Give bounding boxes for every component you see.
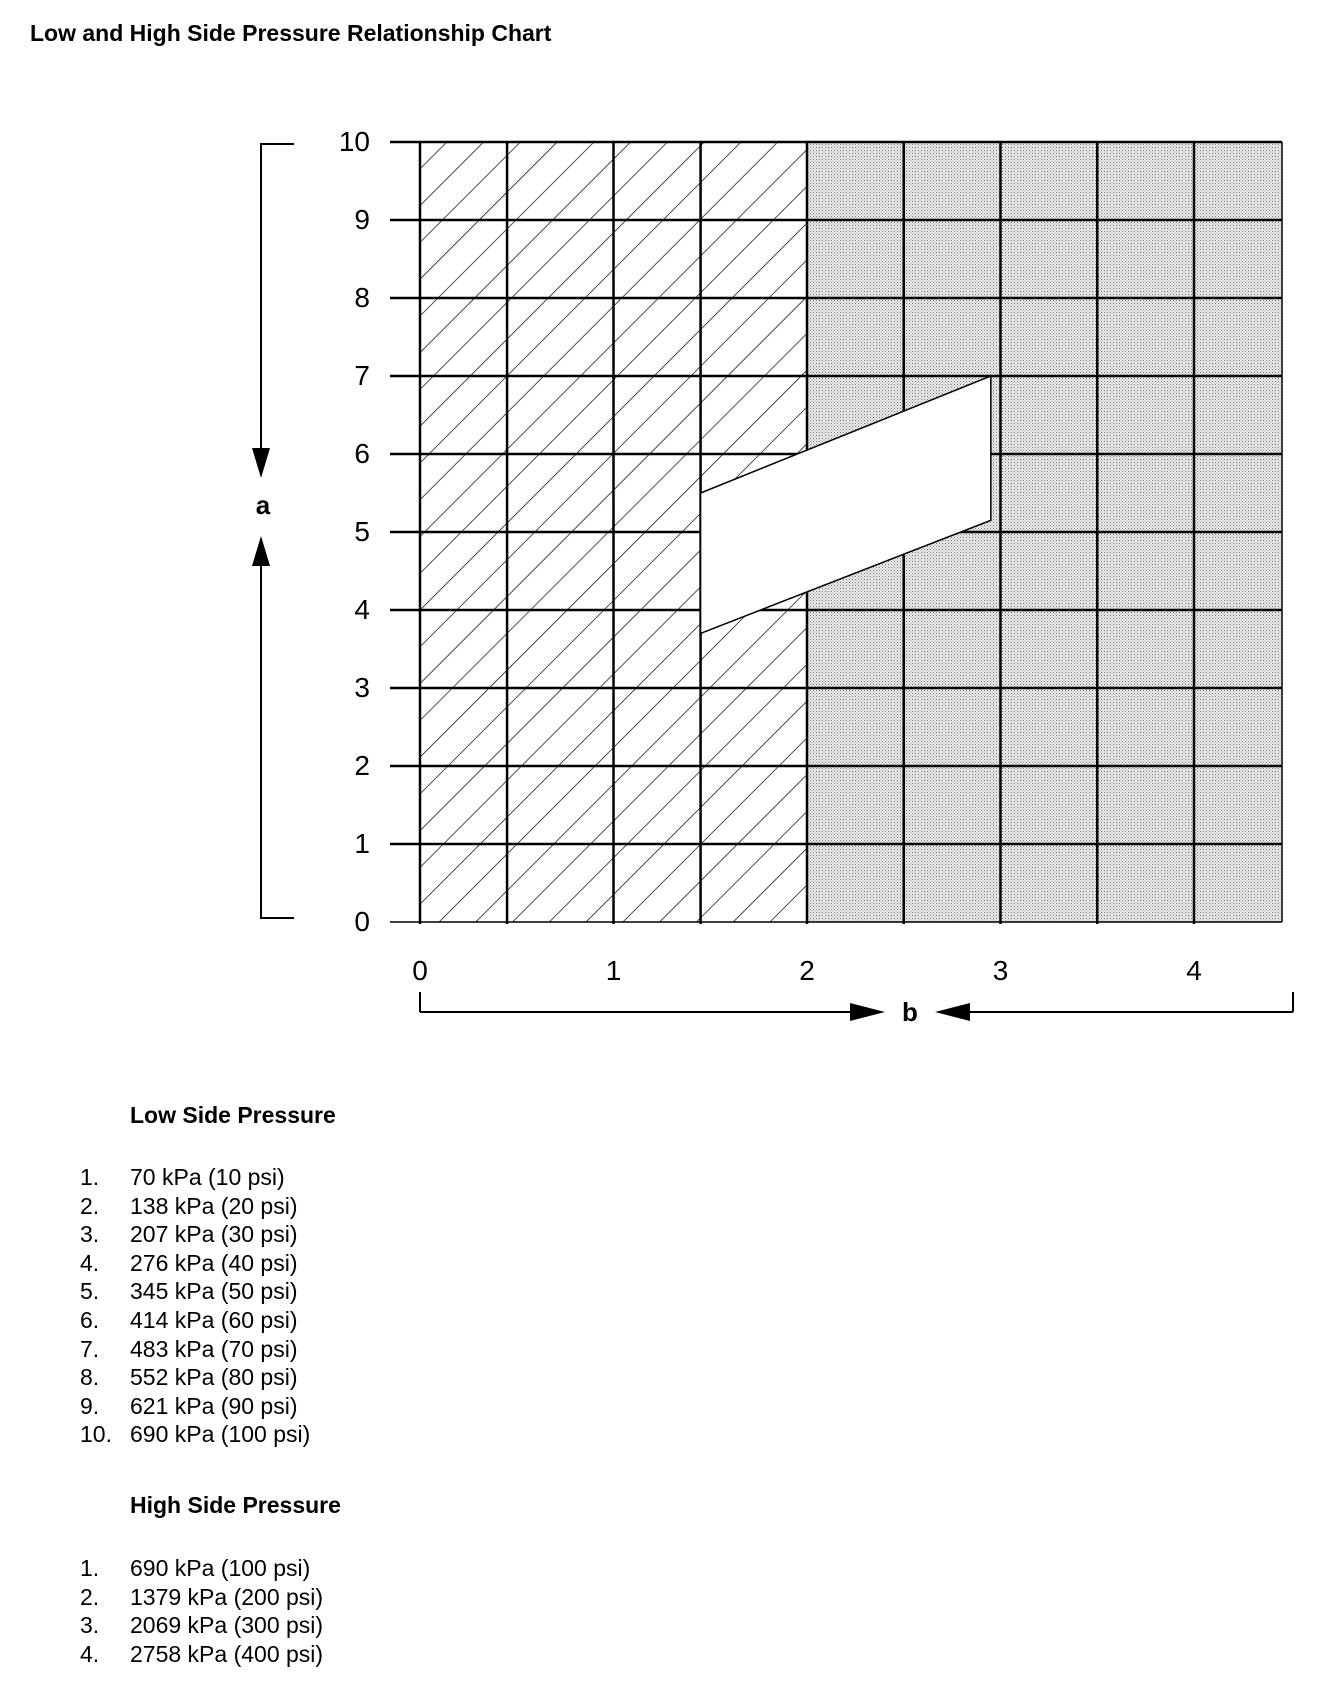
y-tick-label: 7 [354,360,370,391]
arrow-up-icon [252,536,270,566]
low-side-item-number: 6. [80,1306,100,1333]
low-side-item-number: 8. [80,1364,100,1391]
low-side-item [80,1277,310,1306]
low-side-item-value: 70 kPa (10 psi) [130,1164,285,1190]
low-side-item-number: 10. [80,1421,112,1448]
low-side-item-number: 7. [80,1335,100,1362]
high-side-heading: High Side Pressure [130,1492,341,1518]
y-axis-label: a [255,490,271,520]
high-side-item-number: 3. [80,1612,100,1639]
high-side-item [80,1554,323,1583]
high-side-item-value: 1379 kPa (200 psi) [130,1583,324,1610]
y-tick-label: 9 [354,204,370,235]
low-side-item [80,1306,310,1335]
low-side-item [80,1220,310,1249]
high-side-item [80,1583,323,1612]
low-side-item [80,1335,310,1364]
low-side-item [80,1163,310,1192]
y-tick-label: 1 [354,828,370,859]
high-side-list [80,1554,323,1668]
y-tick-label: 10 [338,126,370,157]
low-side-item [80,1363,310,1392]
low-side-item-value: 414 kPa (60 psi) [130,1306,298,1333]
low-side-item-number: 2. [80,1192,100,1219]
y-tick-label: 6 [354,438,370,469]
low-side-item-value: 483 kPa (70 psi) [130,1335,298,1362]
high-side-item-value: 2758 kPa (400 psi) [130,1640,324,1667]
low-side-item [80,1249,310,1278]
low-side-item-number: 3. [80,1221,100,1248]
low-side-item-value: 621 kPa (90 psi) [130,1392,298,1419]
arrow-left-icon [935,1003,970,1021]
low-side-item-number: 5. [80,1278,100,1305]
x-tick-label: 2 [799,955,815,986]
high-side-item-value: 690 kPa (100 psi) [130,1555,311,1581]
low-side-item [80,1420,310,1449]
low-side-item-value: 276 kPa (40 psi) [130,1249,298,1276]
high-side-item-number: 2. [80,1583,100,1610]
high-side-item-number: 1. [80,1555,100,1581]
low-side-item-value: 345 kPa (50 psi) [130,1278,298,1305]
x-tick-label: 1 [605,955,622,986]
y-tick-label: 8 [354,282,370,313]
low-side-item-value: 207 kPa (30 psi) [130,1221,298,1248]
x-tick-label: 0 [412,955,428,986]
x-tick-label: 4 [1186,955,1202,986]
low-side-heading: Low Side Pressure [130,1102,336,1128]
arrow-down-icon [252,448,270,478]
low-side-item-number: 4. [80,1249,100,1276]
low-side-item [80,1392,310,1421]
arrow-right-icon [850,1003,885,1021]
y-tick-label: 5 [354,516,370,547]
low-side-item [80,1192,310,1221]
high-side-item [80,1640,323,1669]
high-side-item-value: 2069 kPa (300 psi) [130,1612,324,1639]
low-side-item-value: 138 kPa (20 psi) [130,1192,298,1219]
page-title: Low and High Side Pressure Relationship Chart [30,20,552,46]
high-side-item [80,1611,323,1640]
low-side-item-value: 690 kPa (100 psi) [130,1421,311,1448]
low-side-item-value: 552 kPa (80 psi) [130,1364,298,1391]
low-side-item-number: 1. [80,1164,100,1190]
y-tick-label: 4 [354,594,370,625]
high-side-item-number: 4. [80,1640,100,1667]
y-tick-label: 3 [354,672,370,703]
y-tick-label: 2 [354,750,370,781]
x-tick-label: 3 [992,955,1009,986]
low-side-list [80,1163,310,1449]
low-side-item-number: 9. [80,1392,100,1419]
x-axis-label: b [902,997,918,1027]
y-tick-label: 0 [354,906,370,937]
